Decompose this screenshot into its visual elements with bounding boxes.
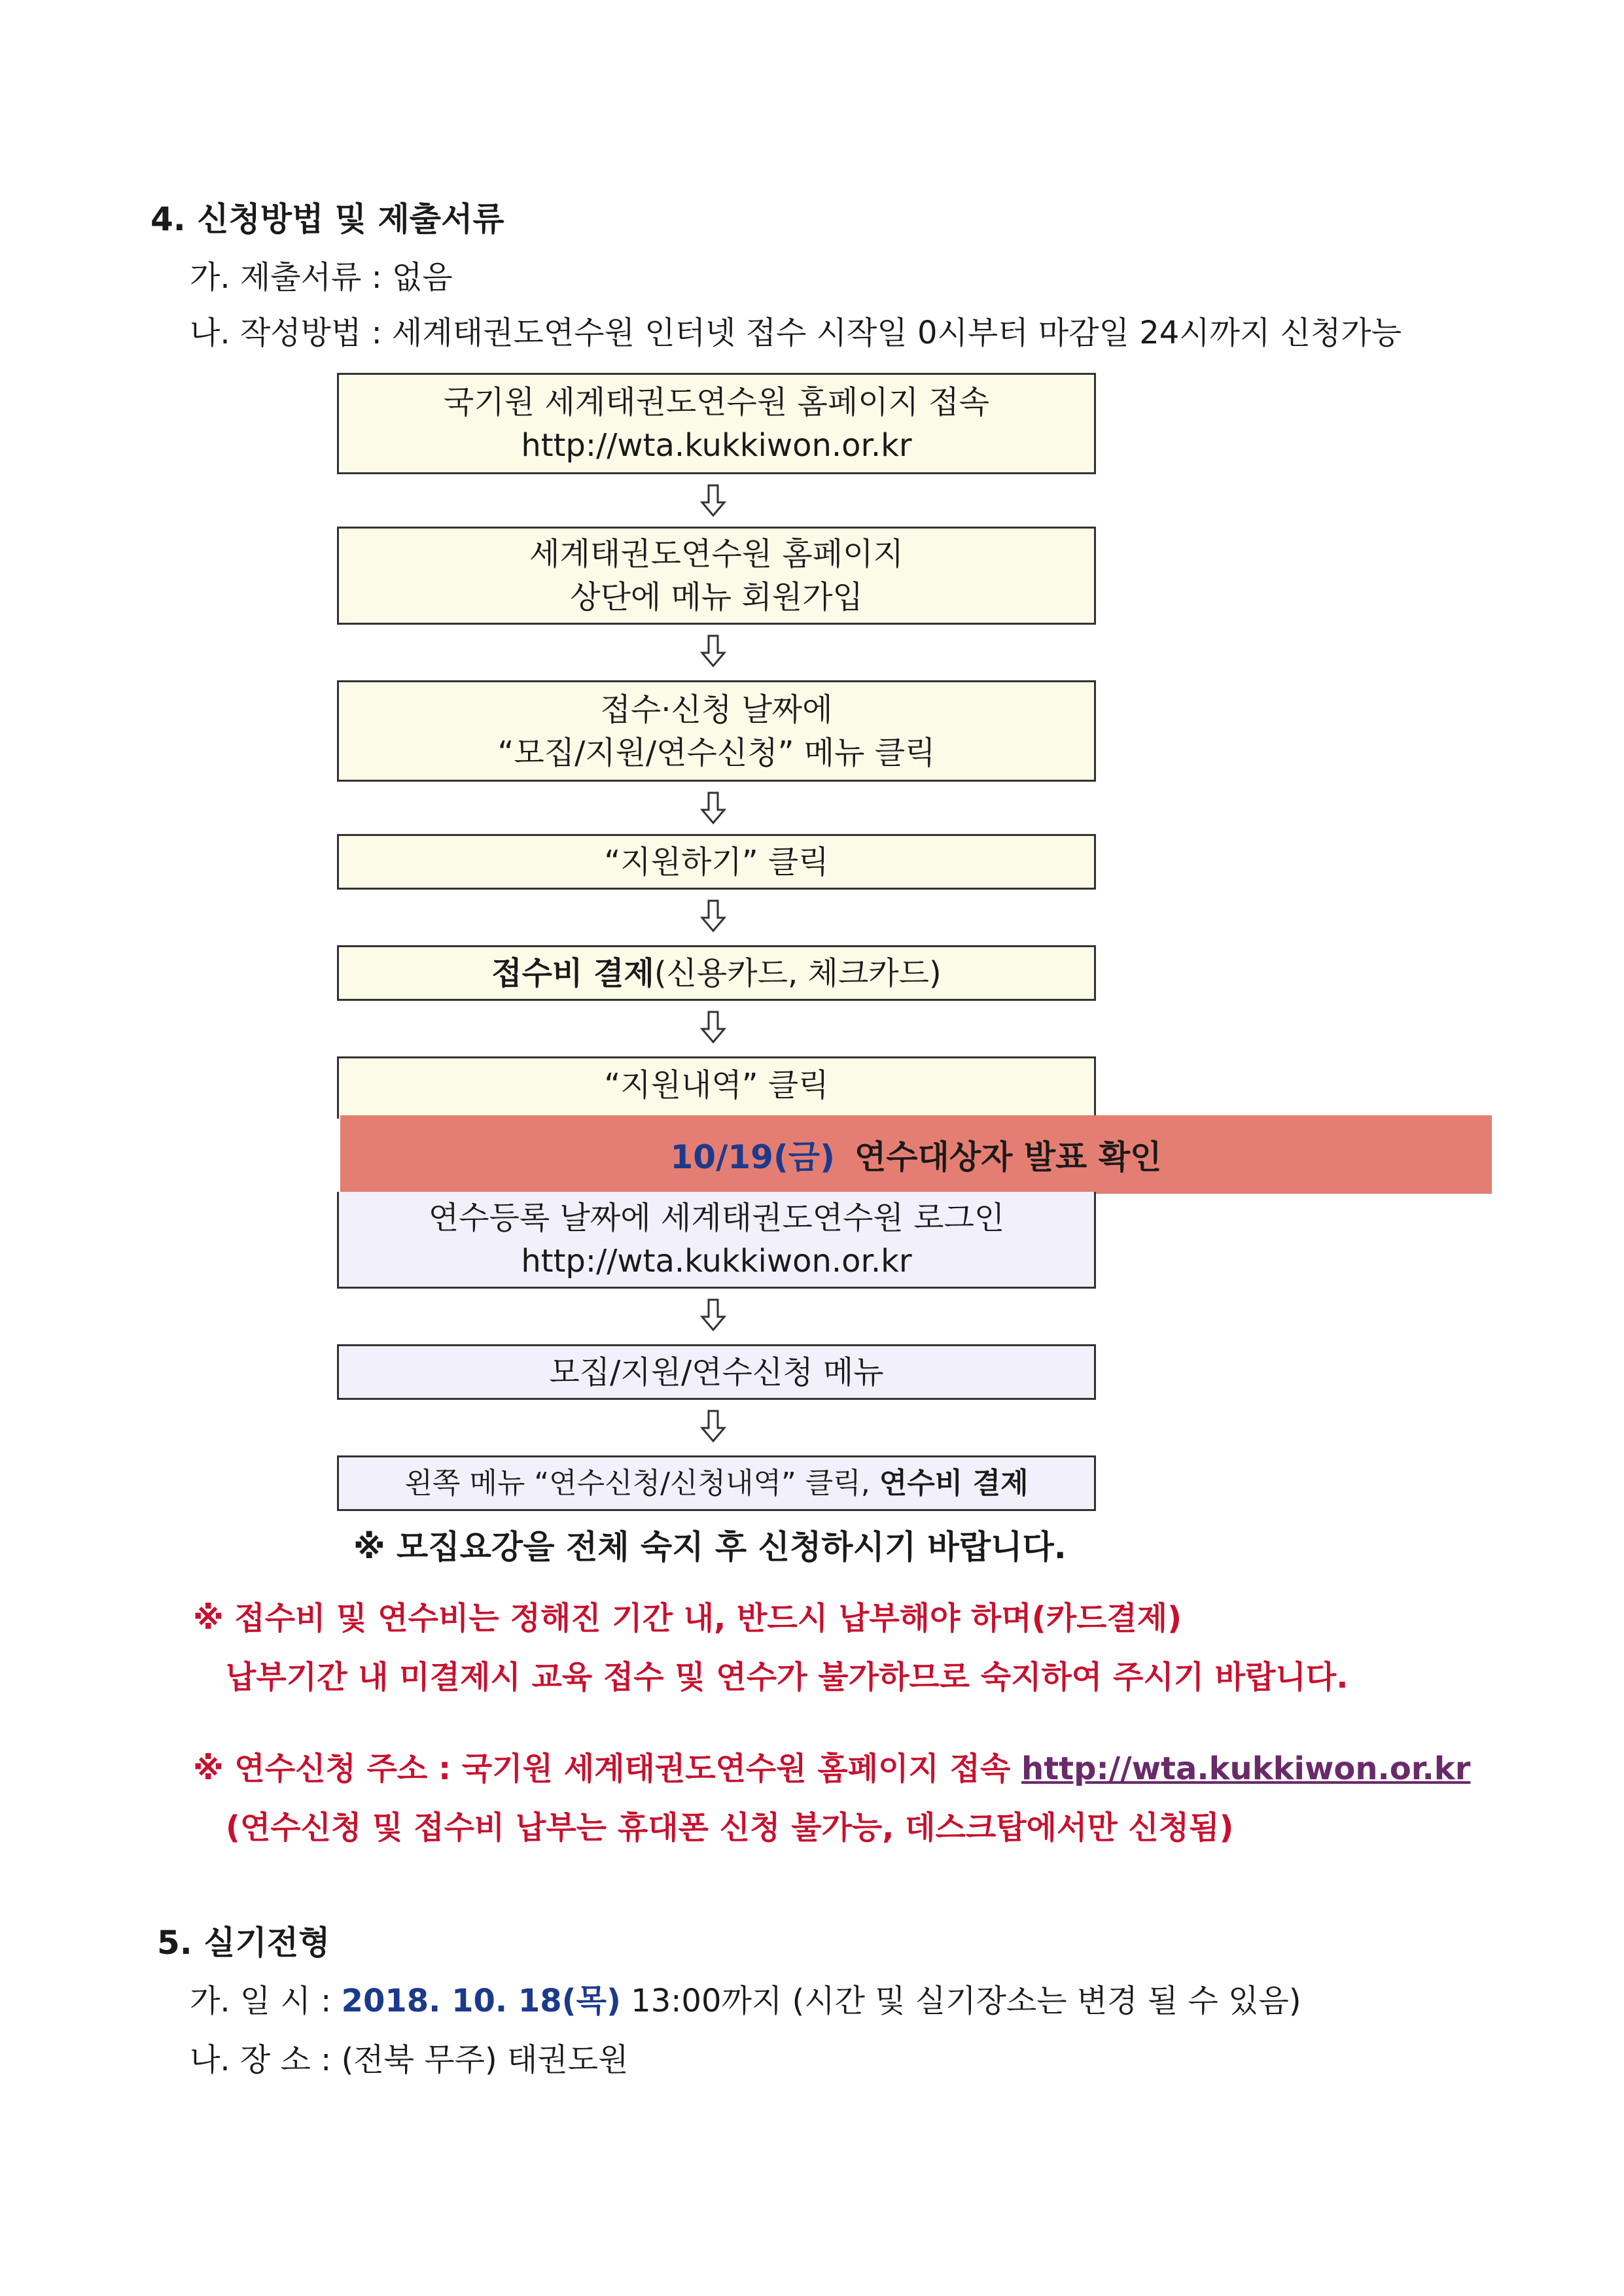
notice-payment-line2: 납부기간 내 미결제시 교육 접수 및 연수가 불가하므로 숙지하여 주시기 바랍니다.	[226, 1659, 1349, 1696]
flow-step-7	[337, 1192, 1096, 1289]
flow-step-5-label	[491, 952, 941, 995]
down-arrow-icon	[700, 1011, 726, 1043]
flow-step-4	[337, 834, 1096, 890]
flow-step-1-url: http://wta.kukkiwon.or.kr	[521, 426, 912, 464]
notice-address-prefix: ※ 연수신청 주소 : 국기원 세계태권도연수원 홈페이지 접속	[193, 1750, 1022, 1787]
announcement-banner	[340, 1115, 1492, 1194]
flow-step-9	[337, 1455, 1096, 1511]
section5-item-na: 나. 장 소 : (전북 무주) 태권도원	[190, 2042, 629, 2078]
banner-text: 연수대상자 발표 확인	[854, 1138, 1162, 1176]
down-arrow-icon	[700, 1298, 726, 1331]
down-arrow-icon	[700, 635, 726, 667]
flow-step-3	[337, 680, 1096, 782]
flow-step-1	[337, 373, 1096, 474]
flow-step-2-line2: 상단에 메뉴 회원가입	[570, 579, 863, 616]
down-arrow-icon	[700, 484, 726, 517]
flow-step-2	[337, 527, 1096, 625]
section5-ga-rest: 13:00까지 (시간 및 실기장소는 변경 될 수 있음)	[620, 1983, 1301, 2019]
flow-step-2-line1: 세계태권도연수원 홈페이지	[529, 536, 904, 572]
notice-payment-line1: ※ 접수비 및 연수비는 정해진 기간 내, 반드시 납부해야 하며(카드결제)	[193, 1600, 1182, 1637]
banner-date: 10/19(금)	[670, 1138, 835, 1176]
section5-ga-label: 가. 일 시 :	[190, 1983, 342, 2019]
flow-step-7-line1: 연수등록 날짜에 세계태권도연수원 로그인	[428, 1199, 1005, 1236]
flow-step-7-url: http://wta.kukkiwon.or.kr	[521, 1242, 912, 1279]
flow-step-9-rest: 왼쪽 메뉴 “연수신청/신청내역” 클릭,	[404, 1466, 879, 1500]
down-arrow-icon	[700, 1410, 726, 1442]
flow-step-4-label: “지원하기” 클릭	[604, 843, 829, 880]
section4-title: 4. 신청방법 및 제출서류	[150, 200, 504, 238]
flow-step-9-label	[404, 1462, 1028, 1505]
flow-step-8	[337, 1344, 1096, 1400]
flow-step-5-bold: 접수비 결제	[491, 954, 654, 992]
section5-item-ga	[190, 1975, 1301, 2021]
section5-ga-date: 2018. 10. 18(목)	[341, 1983, 621, 2019]
section4-item-ga: 가. 제출서류 : 없음	[190, 259, 453, 296]
flow-step-5	[337, 945, 1096, 1001]
registration-link[interactable]: http://wta.kukkiwon.or.kr	[1021, 1750, 1471, 1787]
flow-step-3-line1: 접수·신청 날짜에	[600, 691, 833, 728]
flow-step-3-line2: “모집/지원/연수신청” 메뉴 클릭	[497, 734, 936, 771]
section4-item-na: 나. 작성방법 : 세계태권도연수원 인터넷 접수 시작일 0시부터 마감일 24시까지 신청가능	[190, 315, 1402, 351]
section5-title: 5. 실기전형	[157, 1924, 330, 1962]
down-arrow-icon	[700, 899, 726, 932]
flow-step-1-line1: 국기원 세계태권도연수원 홈페이지 접속	[443, 383, 990, 421]
flow-step-5-rest: (신용카드, 체크카드)	[654, 954, 942, 992]
notice-read-guidelines: ※ 모집요강을 전체 숙지 후 신청하시기 바랍니다.	[353, 1528, 1067, 1566]
notice-address	[193, 1743, 1470, 1788]
flow-step-8-label: 모집/지원/연수신청 메뉴	[549, 1353, 884, 1391]
flow-step-6-label: “지원내역” 클릭	[604, 1067, 829, 1104]
down-arrow-icon	[700, 791, 726, 824]
notice-desktop-only: (연수신청 및 접수비 납부는 휴대폰 신청 불가능, 데스크탑에서만 신청됨)	[226, 1809, 1234, 1846]
flow-step-6	[337, 1056, 1096, 1119]
flow-step-9-bold: 연수비 결제	[879, 1466, 1029, 1500]
